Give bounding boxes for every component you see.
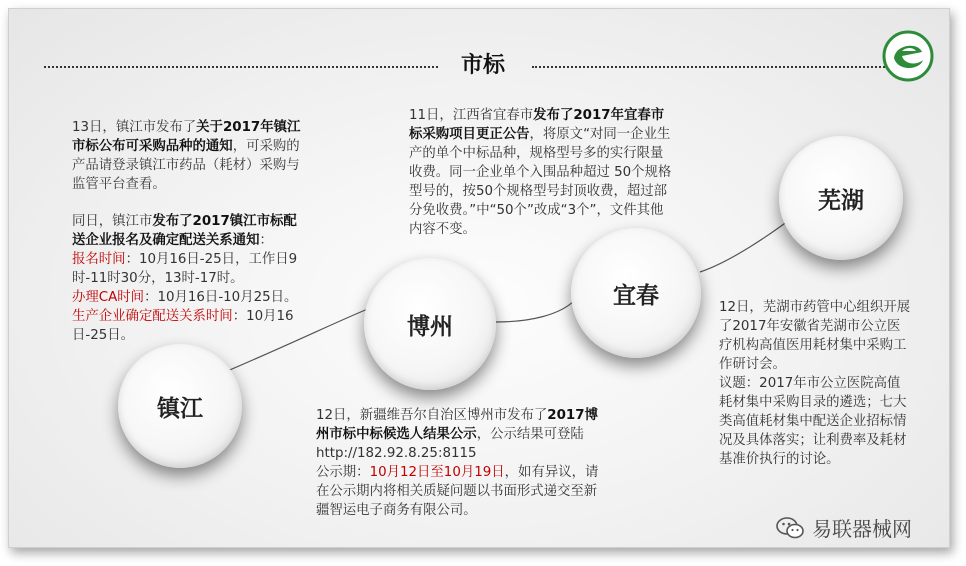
zhenjiang-notes	[72, 118, 306, 345]
wuhu-notice: 12日，芜湖市药管中心组织开展了2017年安徽省芜湖市公立医疗机构高值医用耗材集中采购工作研讨会。	[719, 300, 911, 372]
yichun-notes	[409, 106, 673, 239]
bozhou-period: 公示期：10月12日至10月19日，如有异议，请在公示期内将相关质疑问题以书面形式递交至新疆智运电子商务有限公司。	[316, 465, 599, 518]
ca-time: 办理CA时间：10月16日-10月25日。	[72, 290, 298, 305]
zhenjiang-notice-1: 13日，镇江市发布了关于2017年镇江市标公布可采购品种的通知，可采购的产品请登录镇江市药品（耗材）采购与监管平台查看。	[72, 120, 301, 192]
yichun-notice: 11日，江西省宜春市发布了2017年宜春市标采购项目更正公告，将原文“对同一企业生产的单个中标品种，规格型号多的实行限量收费。同一企业单个入围品种超过 50个规格型号的，按50个规格型号封顶收费，超过部分免收费。”中“50个”改成“3个”，文件其他内容不变。	[409, 108, 672, 237]
city-yichun: 宜春	[571, 228, 701, 358]
wuhu-topics: 议题：2017年市公立医院高值耗材集中采购目录的遴选；七大类高值耗材集中配送企业招标情况及具体落实；让利费率及耗材基准价执行的讨论。	[719, 376, 907, 467]
page-title: 市标	[460, 53, 505, 78]
bozhou-notice: 12日，新疆维吾尔自治区博州市发布了2017博州市标中标候选人结果公示，公示结果可登陆http://182.92.8.25:8115	[316, 408, 598, 461]
zhenjiang-notice-2: 同日，镇江市发布了2017镇江市标配送企业报名及确定配送关系通知：	[72, 214, 297, 248]
watermark	[776, 513, 912, 542]
watermark-text: 易联器械网	[812, 517, 912, 541]
registration-time: 报名时间：10月16日-25日，工作日9时-11时30分，13时-17时。	[72, 252, 298, 286]
bozhou-notes	[316, 406, 606, 520]
city-wuhu: 芜湖	[779, 136, 903, 260]
wechat-icon	[776, 516, 804, 540]
city-zhenjiang: 镇江	[118, 344, 242, 468]
wuhu-notes	[719, 298, 913, 469]
city-bozhou: 博州	[364, 258, 496, 390]
relation-time: 生产企业确定配送关系时间：10月16日-25日。	[72, 309, 294, 343]
